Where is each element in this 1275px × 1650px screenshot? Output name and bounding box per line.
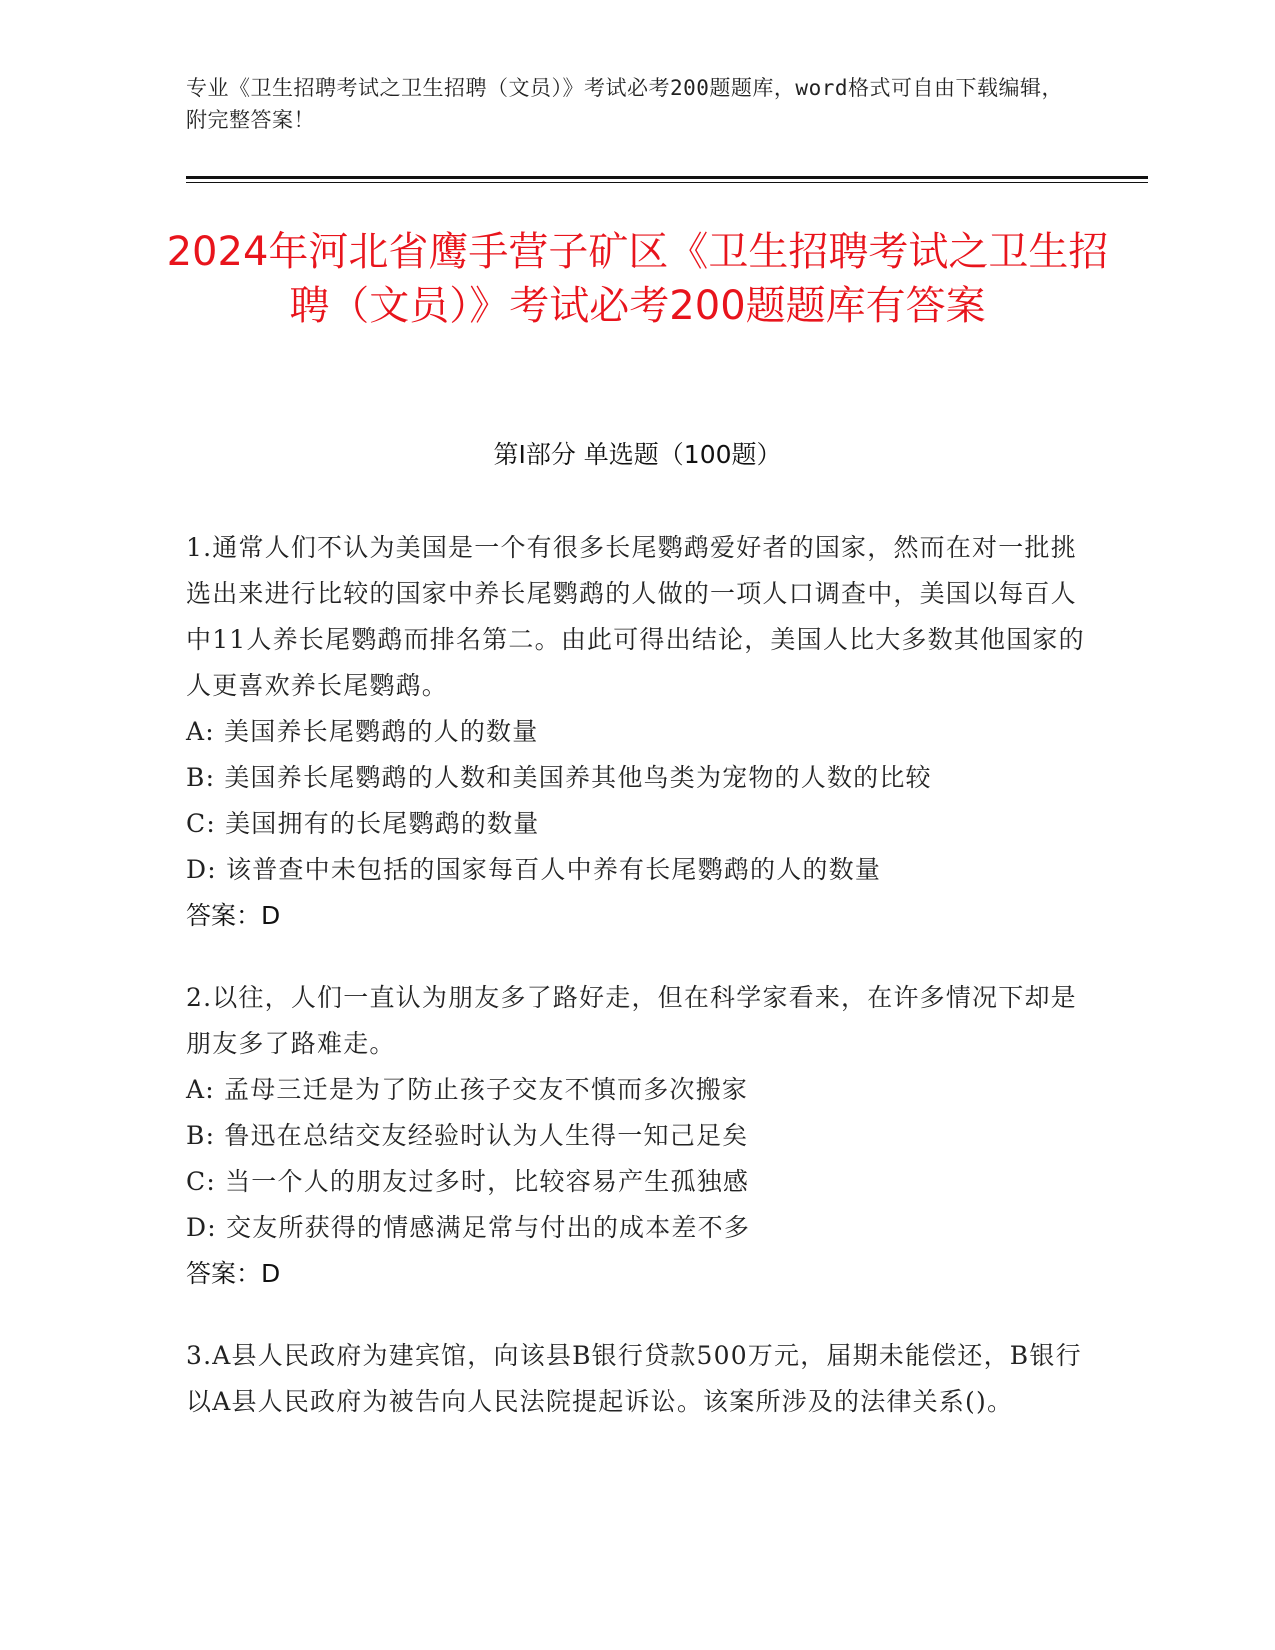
option-b: B: 美国养长尾鹦鹉的人数和美国养其他鸟类为宠物的人数的比较 — [186, 763, 932, 792]
question-stem: 2.以往，人们一直认为朋友多了路好走，但在科学家看来，在许多情况下却是朋友多了路难走。 — [186, 983, 1077, 1058]
question-1 — [186, 525, 1086, 939]
answer: 答案：D — [186, 901, 281, 930]
option-c: C: 美国拥有的长尾鹦鹉的数量 — [186, 809, 540, 838]
document-title: 2024年河北省鹰手营子矿区《卫生招聘考试之卫生招聘（文员）》考试必考200题题库有答案 — [166, 229, 1109, 329]
question-stem: 1.通常人们不认为美国是一个有很多长尾鹦鹉爱好者的国家，然而在对一批挑选出来进行比较的国家中养长尾鹦鹉的人做的一项人口调查中，美国以每百人中11人养长尾鹦鹉而排名第二。由此可得出结论，美国人比大多数其他国家的人更喜欢养长尾鹦鹉。 — [186, 533, 1085, 700]
section-title: 第I部分 单选题（100题） — [493, 440, 782, 469]
option-d: D: 该普查中未包括的国家每百人中养有长尾鹦鹉的人的数量 — [186, 855, 882, 884]
question-stem: 3.A县人民政府为建宾馆，向该县B银行贷款500万元，届期未能偿还，B银行以A县人民政府为被告向人民法院提起诉讼。该案所涉及的法律关系()。 — [186, 1341, 1082, 1416]
header-divider-thick — [186, 176, 1148, 179]
option-b: B: 鲁迅在总结交友经验时认为人生得一知己足矣 — [186, 1121, 749, 1150]
header-note: 专业《卫生招聘考试之卫生招聘（文员）》考试必考200题题库，word格式可自由下载编辑，附完整答案！ — [186, 76, 1063, 132]
question-2 — [186, 975, 1086, 1297]
header-divider-thin — [186, 182, 1148, 183]
answer: 答案：D — [186, 1259, 281, 1288]
option-a: A: 孟母三迁是为了防止孩子交友不慎而多次搬家 — [186, 1075, 749, 1104]
option-c: C: 当一个人的朋友过多时，比较容易产生孤独感 — [186, 1167, 750, 1196]
option-d: D: 交友所获得的情感满足常与付出的成本差不多 — [186, 1213, 751, 1242]
question-list — [186, 525, 1086, 1461]
question-3 — [186, 1333, 1086, 1425]
option-a: A: 美国养长尾鹦鹉的人的数量 — [186, 717, 539, 746]
